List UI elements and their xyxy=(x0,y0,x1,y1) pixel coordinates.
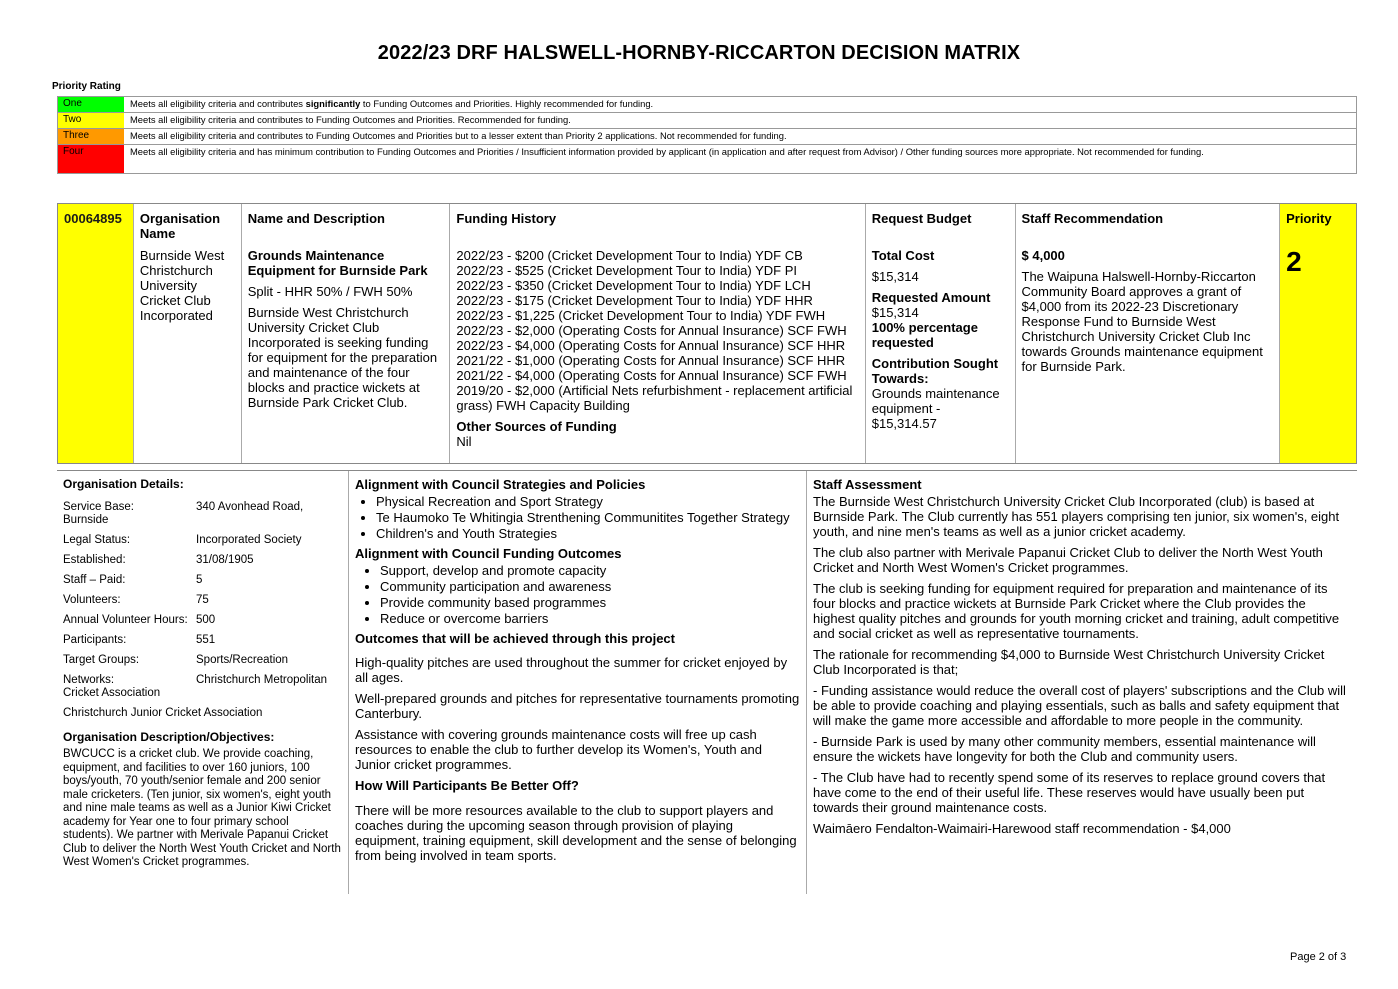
project-outcomes-title: Outcomes that will be achieved through this project xyxy=(355,631,675,646)
organisation-column xyxy=(134,204,242,463)
funding-history-header: Funding History xyxy=(456,211,557,226)
page-title: 2022/23 DRF HALSWELL-HORNBY-RICCARTON DECISION MATRIX xyxy=(377,42,1021,64)
legend-text-three: Meets all eligibility criteria and contributes to Funding Outcomes and Priorities but to a lesser extent than Priority 2 applications. Not recommended for funding. xyxy=(130,130,787,141)
legend-text-one: Meets all eligibility criteria and contributes significantly to Funding Outcomes and Priorities. Highly recommended for funding. xyxy=(130,98,654,109)
project-outcome: Well-prepared grounds and pitches for representative tournaments promoting Canterbury. xyxy=(355,691,800,721)
organisation-description-title: Organisation Description/Objectives: xyxy=(63,730,275,744)
better-off-title: How Will Participants Be Better Off? xyxy=(355,778,579,793)
detail-target-groups: Target Groups: Sports/Recreation xyxy=(63,654,289,666)
request-budget-column xyxy=(866,204,1016,463)
staff-assessment-column xyxy=(807,471,1357,894)
priority-header: Priority xyxy=(1286,211,1332,226)
detail-network-extra: Christchurch Junior Cricket Association xyxy=(63,707,263,719)
alignment-column xyxy=(349,471,807,894)
contribution-label: Contribution Sought Towards: xyxy=(871,356,999,386)
percentage-requested: 100% percentage requested xyxy=(871,320,978,350)
staff-assessment-title: Staff Assessment xyxy=(813,477,922,492)
list-item: • Physical Recreation and Sport Strategy xyxy=(376,494,800,510)
funding-history-item: 2022/23 - $525 (Cricket Development Tour to India) YDF PI xyxy=(456,263,797,278)
page-number: Page 2 of 3 xyxy=(1290,951,1347,963)
application-id: 00064895 xyxy=(58,204,134,463)
staff-recommendation-text: The Waipuna Halswell-Hornby-Riccarton Community Board approves a grant of $4,000 from its 2022-23 Discretionary Response Fund to Burnside West Christchurch University Cricket Club Inc towards Grounds maintenance equipment for Burnside Park. xyxy=(1021,269,1263,374)
funding-history-item: 2022/23 - $200 (Cricket Development Tour to India) YDF CB xyxy=(456,248,803,263)
legend-row-four xyxy=(57,144,1357,174)
funding-history-item: 2021/22 - $4,000 (Operating Costs for Annual Insurance) SCF FWH xyxy=(456,368,847,383)
detail-volunteers: Volunteers: 75 xyxy=(63,594,209,606)
funding-history-item: 2022/23 - $175 (Cricket Development Tour to India) YDF HHR xyxy=(456,293,813,308)
assessment-paragraph: Waimāero Fendalton-Waimairi-Harewood staff recommendation - $4,000 xyxy=(813,821,1231,836)
list-item: • Support, develop and promote capacity xyxy=(380,563,800,579)
strategies-list xyxy=(355,494,800,542)
requested-amount-label: Requested Amount xyxy=(871,290,991,305)
assessment-paragraph: - The Club have had to recently spend some of its reserves to replace ground covers that have come to the end of their useful life. These reserves would have usually been put towards their ground maintenance costs. xyxy=(813,770,1326,815)
detail-established: Established: 31/08/1905 xyxy=(63,554,254,566)
project-title: Grounds Maintenance Equipment for Burnside Park xyxy=(247,248,428,278)
funding-history-column xyxy=(450,204,865,463)
legend-text-two: Meets all eligibility criteria and contributes to Funding Outcomes and Priorities. Recommended for funding. xyxy=(130,114,571,125)
funding-history-list xyxy=(456,248,858,413)
funding-history-item: 2021/22 - $1,000 (Operating Costs for Annual Insurance) SCF HHR xyxy=(456,353,846,368)
total-cost-value: $15,314 xyxy=(871,269,919,284)
project-description: Burnside West Christchurch University Cricket Club Incorporated is seeking funding for equipment for the preparation and maintenance of the four blocks and practice wickets at Burnside Park Cricket Club. xyxy=(247,305,438,410)
better-off-text: There will be more resources available to the club to support players and coaches during the upcoming season through provision of playing equipment, training equipment, skill development and the sense of belonging from being involved in team sports. xyxy=(355,803,797,863)
name-description-column xyxy=(242,204,451,463)
name-description-header: Name and Description xyxy=(247,211,385,226)
detail-service-base: Service Base: Burnside 340 Avonhead Road, xyxy=(63,501,304,526)
strategies-title: Alignment with Council Strategies and Policies xyxy=(355,477,646,492)
outcomes-title: Alignment with Council Funding Outcomes xyxy=(355,546,622,561)
assessment-paragraph: The Burnside West Christchurch University Cricket Club Incorporated (club) is based at Burnside Park. The Club currently has 551 players comprising ten junior, six women's, eight youth, and nine men's teams as well as a junior cricket academy. xyxy=(813,494,1340,539)
outcomes-list xyxy=(355,563,800,627)
assessment-paragraph: The rationale for recommending $4,000 to Burnside West Christchurch University Cricket Club Incorporated is that; xyxy=(813,647,1325,677)
assessment-paragraph: The club also partner with Merivale Papanui Cricket Club to deliver the North West Youth Cricket and North West Women's Cricket programmes. xyxy=(813,545,1323,575)
staff-recommendation-column xyxy=(1016,204,1281,463)
priority-value: 2 xyxy=(1286,246,1302,277)
assessment-paragraph: - Funding assistance would reduce the overall cost of players' subscriptions and the Club will be able to provide coaching and playing essentials, such as balls and safety equipment that will make the game more accessible and affordable to more people in the community. xyxy=(813,683,1346,728)
organisation-details-title: Organisation Details: xyxy=(63,477,184,491)
legend-label-three: Three xyxy=(58,129,124,144)
assessment-paragraph: The club is seeking funding for equipment required for preparation and maintenance of its four blocks and practice wickets at Burnside Park Cricket where the Club provides the highest quality pitches and grounds for youth morning cricket and training, adult competitive and social cricket as well as representative tournaments. xyxy=(813,581,1340,641)
detail-staff-paid: Staff – Paid: 5 xyxy=(63,574,203,586)
funding-history-item: 2019/20 - $2,000 (Artificial Nets refurbishment - replacement artificial grass) FWH Capacity Building xyxy=(456,383,853,413)
detail-participants: Participants: 551 xyxy=(63,634,216,646)
list-item: • Provide community based programmes xyxy=(380,595,800,611)
detail-volunteer-hours: Annual Volunteer Hours: 500 xyxy=(63,614,216,626)
legend-row-two xyxy=(57,112,1357,128)
total-cost-label: Total Cost xyxy=(871,248,935,263)
legend-text-four: Meets all eligibility criteria and has minimum contribution to Funding Outcomes and Priorities / Insufficient information provided by applicant (in application and after request from Advisor) / Other funding sources more appropriate. Not recommended for funding. xyxy=(130,146,1204,157)
funding-history-item: 2022/23 - $4,000 (Operating Costs for Annual Insurance) SCF HHR xyxy=(456,338,846,353)
legend-row-one xyxy=(57,96,1357,112)
staff-recommendation-amount: $ 4,000 xyxy=(1021,248,1065,263)
organisation-header: Organisation Name xyxy=(139,211,221,241)
detail-networks: Networks: Cricket Association Christchurch Metropolitan xyxy=(63,674,328,699)
project-outcome: High-quality pitches are used throughout the summer for cricket enjoyed by all ages. xyxy=(355,655,788,685)
legend-label-four: Four xyxy=(58,145,124,173)
detail-legal-status: Legal Status: Incorporated Society xyxy=(63,534,302,546)
priority-column xyxy=(1280,204,1356,463)
list-item: • Children's and Youth Strategies xyxy=(376,526,800,542)
organisation-name: Burnside West Christchurch University Cricket Club Incorporated xyxy=(139,248,225,323)
legend-row-three xyxy=(57,128,1357,144)
decision-matrix-row xyxy=(57,203,1357,464)
project-outcome: Assistance with covering grounds maintenance costs will free up cash resources to enable the club to further develop its Women's, Youth and Junior cricket programmes. xyxy=(355,727,762,772)
list-item: • Te Haumoko Te Whitingia Strenthening Communitites Together Strategy xyxy=(376,510,800,526)
legend-title: Priority Rating xyxy=(52,81,121,92)
request-budget-header: Request Budget xyxy=(871,211,972,226)
organisation-description: BWCUCC is a cricket club. We provide coaching, equipment, and facilities to over 160 juniors, 100 boys/youth, 70 youth/senior female and 200 senior male cricketers. (Ten junior, six women's, eight youth and nine male teams as well as a Junior Kiwi Cricket academy for Year one to four primary school students). We partner with Merivale Papanui Cricket Club to deliver the North West Youth Cricket and North West Women's Cricket programmes. xyxy=(63,748,341,868)
staff-recommendation-header: Staff Recommendation xyxy=(1021,211,1164,226)
requested-amount-value: $15,314 xyxy=(871,305,919,320)
funding-history-item: 2022/23 - $2,000 (Operating Costs for Annual Insurance) SCF FWH xyxy=(456,323,847,338)
funding-history-item: 2022/23 - $350 (Cricket Development Tour to India) YDF LCH xyxy=(456,278,811,293)
legend-label-two: Two xyxy=(58,113,124,128)
funding-split: Split - HHR 50% / FWH 50% xyxy=(247,284,413,299)
list-item: • Reduce or overcome barriers xyxy=(380,611,800,627)
other-sources-label: Other Sources of Funding xyxy=(456,419,617,434)
contribution-value: Grounds maintenance equipment - $15,314.57 xyxy=(871,386,1000,431)
funding-history-item: 2022/23 - $1,225 (Cricket Development Tour to India) YDF FWH xyxy=(456,308,826,323)
list-item: • Community participation and awareness xyxy=(380,579,800,595)
priority-legend xyxy=(57,96,1357,174)
organisation-details-column xyxy=(57,471,349,894)
other-sources-value: Nil xyxy=(456,434,472,449)
details-section xyxy=(57,470,1357,894)
assessment-paragraph: - Burnside Park is used by many other community members, essential maintenance will ensure the wickets have longevity for both the Club and community users. xyxy=(813,734,1316,764)
legend-label-one: One xyxy=(58,97,124,112)
